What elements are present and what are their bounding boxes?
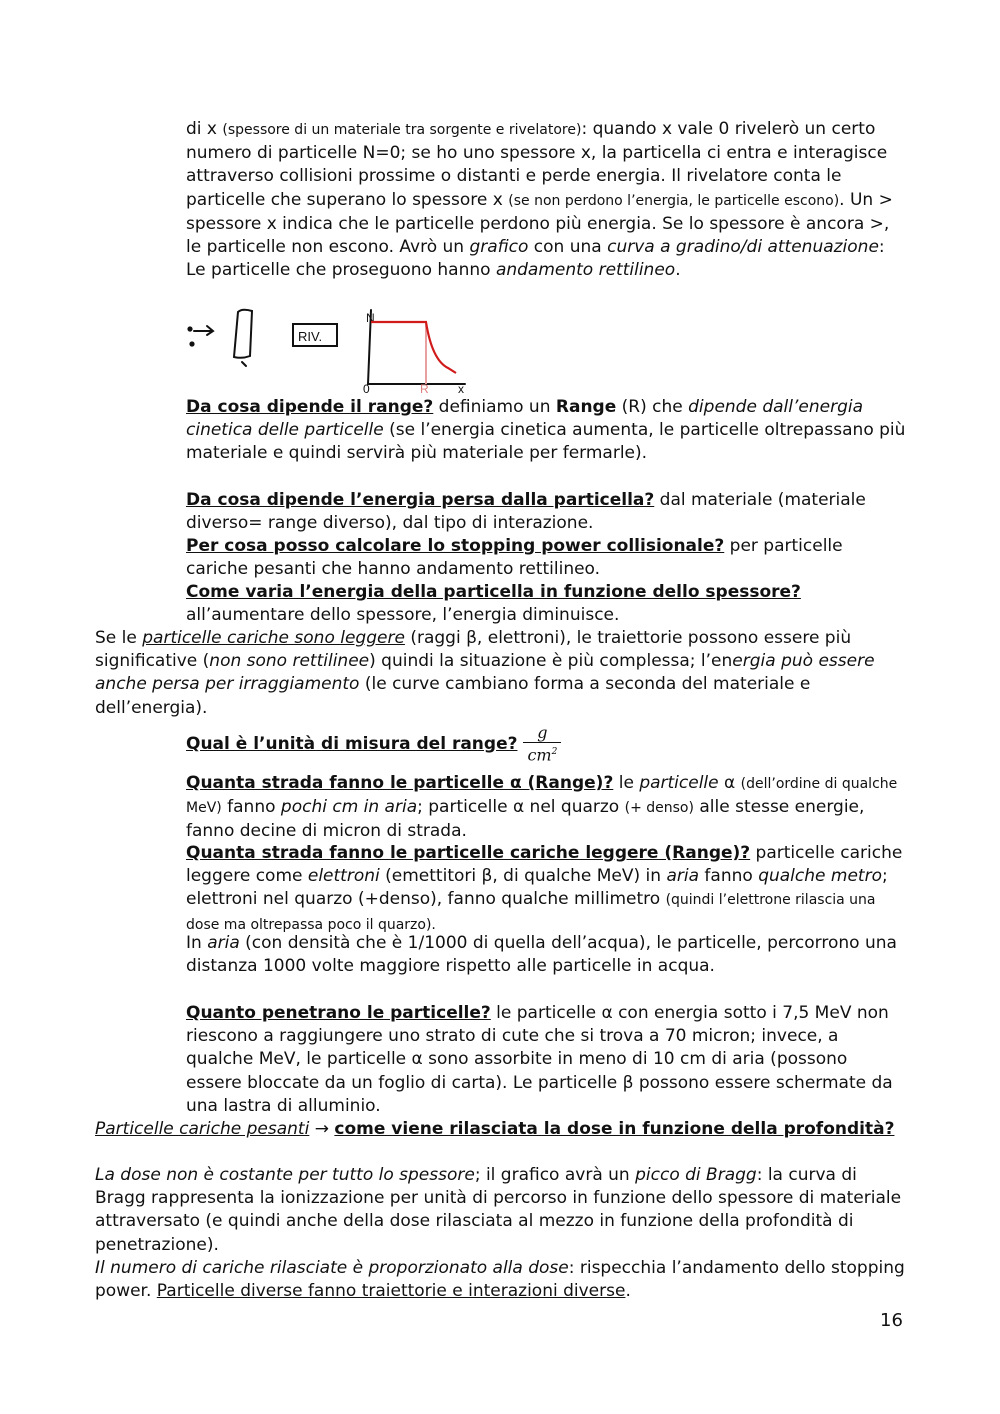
hand-sketch-attenuation xyxy=(180,302,480,394)
source-dot xyxy=(188,327,191,330)
text: (raggi β, elettroni), le traiettorie possono essere più significative ( xyxy=(95,628,852,672)
text: di x xyxy=(186,119,223,139)
qa-stopping-power xyxy=(186,535,908,581)
text: ergia può essere anche persa per irraggiamento xyxy=(95,651,875,695)
slab-mark xyxy=(242,362,246,366)
source-dot xyxy=(190,342,193,345)
x-axis-label: x xyxy=(458,382,464,394)
text: particelle cariche sono leggere xyxy=(142,628,405,648)
origin-label: 0 xyxy=(363,382,370,394)
text: (spessore di un materiale tra sorgente e rivelatore) xyxy=(222,122,582,138)
text: (le curve cambiano forma a seconda del materiale e dell’energia). xyxy=(95,674,811,718)
text: (con densità che è 1/1000 di quella dell’acqua), le particelle, percorrono una distanza 1000 volte maggiore rispetto alle particelle in acqua. xyxy=(186,933,897,977)
text: aria xyxy=(207,933,240,953)
text: La dose non è costante per tutto lo spessore xyxy=(95,1165,475,1185)
paragraph-charges-dose xyxy=(95,1257,907,1303)
text: non sono rettilinee xyxy=(209,651,370,672)
text: le particelle α con energia sotto i 7,5 MeV non riescono a raggiungere uno strato di cute che si trova a 70 micron; invece, a qualche MeV, le particelle α sono assorbite in meno di 10 cm di aria (possono essere bloccate da un foglio di carta). Le particelle β possono essere schermate da una lastra di alluminio. xyxy=(186,1003,893,1116)
paragraph-air-density xyxy=(186,932,908,978)
arrow-icon: → xyxy=(309,1119,335,1139)
text: : la curva di Bragg rappresenta la ionizzazione per unità di percorso in funzione dello spessore di materiale attraversato (e quindi anche della dose rilasciata al mezzo in funzione della profondità di penetrazione). xyxy=(95,1165,902,1255)
text: α xyxy=(718,773,741,793)
text: fanno xyxy=(221,797,281,818)
text: : Le particelle che proseguono hanno xyxy=(186,237,885,281)
text: qualche metro xyxy=(758,866,882,887)
attenuation-curve xyxy=(371,322,456,373)
question-heading: Per cosa posso calcolare lo stopping power collisionale? xyxy=(186,536,725,556)
text: pochi cm in aria xyxy=(280,797,418,818)
text: cm xyxy=(527,745,552,765)
text: elettroni xyxy=(307,866,380,887)
text: aria xyxy=(666,866,700,887)
section-heavy-particles xyxy=(95,1118,907,1141)
text: . Un > spessore x indica che le particelle perdono più energia. Se lo spessore è ancora >, le particelle non escono. Avrò un xyxy=(186,189,893,258)
question-heading: Da cosa dipende l’energia persa dalla particella? xyxy=(186,490,655,510)
question-heading: Come varia l’energia della particella in funzione dello spessore? xyxy=(186,582,801,602)
text: Range xyxy=(555,397,617,417)
question-heading: come viene rilasciata la dose in funzione della profondità? xyxy=(334,1119,895,1139)
text: (R) che xyxy=(616,397,689,417)
text: : quando x vale 0 rivelerò un certo numero di particelle N=0; se ho uno spessore x, la particella ci entra e interagisce attraverso collisioni prossime o distanti e perde energia. Il rivelatore conta le particelle che superano lo spessore x xyxy=(186,119,888,210)
qa-range-dependence xyxy=(186,396,908,466)
text: (quindi l’elettrone rilascia una dose ma oltrepassa poco il quarzo). xyxy=(186,892,876,933)
text: (se non perdono l’energia, le particelle escono) xyxy=(508,192,840,209)
fraction-denominator xyxy=(523,743,561,764)
qa-energy-thickness xyxy=(186,581,908,627)
text: per particelle cariche pesanti che hanno andamento rettilineo. xyxy=(186,536,843,580)
text: alle stesse energie, fanno decine di micron di strada. xyxy=(186,797,865,842)
text: curva a gradino/di attenuazione xyxy=(607,237,879,258)
question-heading: Quanta strada fanno le particelle cariche leggere (Range)? xyxy=(186,843,751,863)
range-label: R xyxy=(420,382,429,394)
text: definiamo un xyxy=(433,397,556,417)
slab-shape xyxy=(234,310,252,358)
paragraph-bragg xyxy=(95,1164,907,1257)
question-heading: Quanto penetrano le particelle? xyxy=(186,1003,491,1023)
fraction-numerator: g xyxy=(523,724,561,743)
question-heading: Quanta strada fanno le particelle α (Range)? xyxy=(186,773,614,793)
qa-energy-loss xyxy=(186,489,908,535)
exponent: 2 xyxy=(551,747,558,757)
text: all’aumentare dello spessore, l’energia diminuisce. xyxy=(186,605,620,626)
text: . xyxy=(675,260,681,281)
text: ) quindi la situazione è più complessa; l’en xyxy=(369,651,733,672)
text: le xyxy=(613,773,640,793)
text: andamento rettilineo xyxy=(495,260,676,281)
paragraph-attenuation xyxy=(186,118,908,282)
page-number: 16 xyxy=(880,1310,903,1331)
text: Se le xyxy=(95,628,143,648)
text: particelle cariche leggere come xyxy=(186,843,903,887)
text: Particelle diverse fanno traiettorie e interazioni diverse xyxy=(156,1281,626,1302)
text: fanno xyxy=(699,866,759,887)
text: grafico xyxy=(469,237,529,258)
text: Il numero di cariche rilasciate è proporzionato alla dose xyxy=(95,1258,569,1278)
question-heading: Da cosa dipende il range? xyxy=(186,397,434,417)
detector-label: RIV. xyxy=(298,329,323,344)
text: picco di Bragg xyxy=(635,1165,757,1185)
qa-alpha-range xyxy=(186,772,908,844)
qa-range-unit xyxy=(186,724,908,764)
paragraph-light-particles xyxy=(95,627,907,720)
text: (+ denso) xyxy=(624,800,694,817)
arrow-icon xyxy=(194,326,213,335)
text: Particelle cariche pesanti xyxy=(95,1119,310,1139)
unit-fraction xyxy=(523,724,561,764)
question-heading: Qual è l’unità di misura del range? xyxy=(186,734,518,755)
text: ; elettroni nel quarzo (+denso), fanno qualche millimetro xyxy=(186,866,888,910)
text: . xyxy=(625,1281,631,1302)
text: dal materiale (materiale diverso= range diverso), dal tipo di interazione. xyxy=(186,490,866,534)
text: dipende dall’energia cinetica delle particelle xyxy=(186,397,864,441)
text: ; particelle α nel quarzo xyxy=(417,797,625,818)
y-axis-label: N xyxy=(366,311,375,325)
text: : rispecchia l’andamento dello stopping power. xyxy=(95,1258,905,1302)
text: (dell’ordine di qualche MeV) xyxy=(186,776,898,817)
text: (emettitori β, di qualche MeV) in xyxy=(379,866,667,887)
qa-light-range xyxy=(186,842,908,937)
text: particelle xyxy=(639,773,719,793)
text: con una xyxy=(528,237,608,258)
text: (se l’energia cinetica aumenta, le particelle oltrepassano più materiale e quindi servirà più materiale per fermarle). xyxy=(186,420,906,464)
text: ; il grafico avrà un xyxy=(474,1165,636,1185)
qa-penetration xyxy=(186,1002,908,1118)
text: In xyxy=(186,933,208,953)
